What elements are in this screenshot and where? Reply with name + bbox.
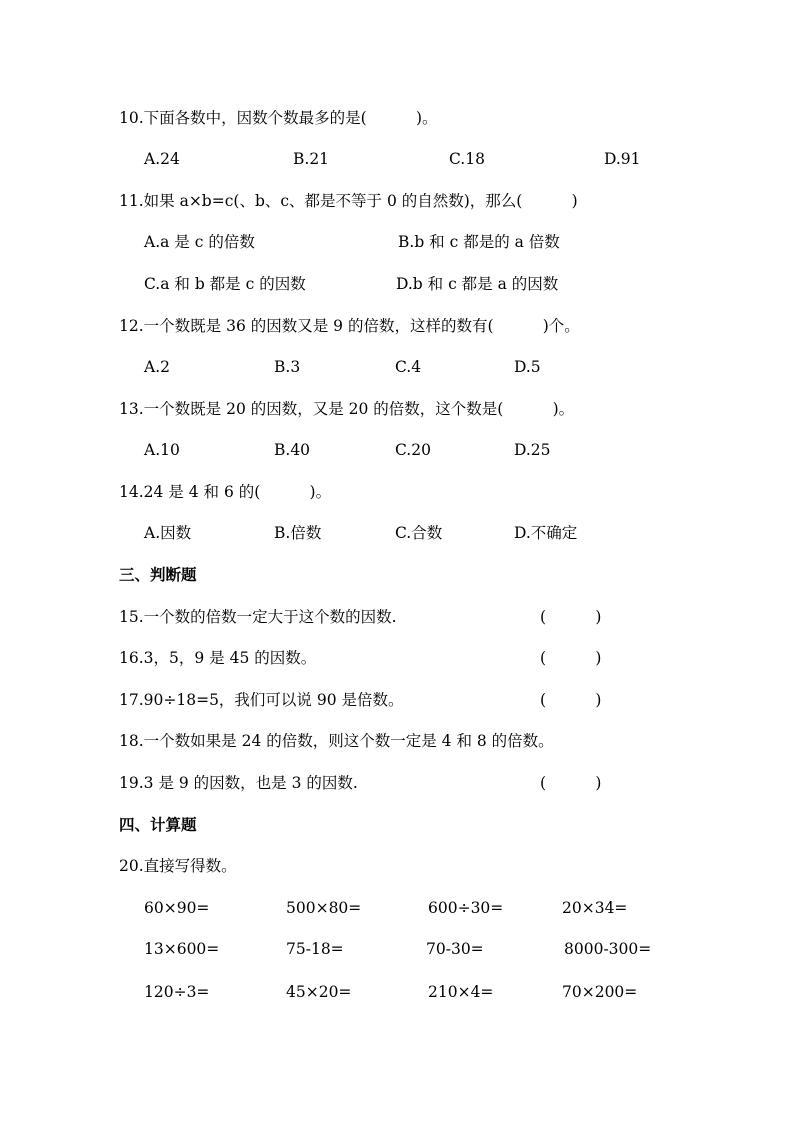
q10-option-a: A.24 — [144, 150, 180, 168]
judge-item-16: 16.3，5，9 是 45 的因数。 — [119, 649, 317, 667]
q12-option-d: D.5 — [514, 358, 541, 376]
q13-option-c: C.20 — [395, 441, 431, 459]
calc-item: 70×200= — [562, 983, 638, 1001]
q11-option-c: C.a 和 b 都是 c 的因数 — [144, 275, 306, 293]
q14-option-c: C.合数 — [395, 524, 443, 542]
q12-option-b: B.3 — [274, 358, 301, 376]
judge-blank-15: ( ) — [540, 608, 602, 626]
calc-item: 20×34= — [562, 899, 628, 917]
q11-option-d: D.b 和 c 都是 a 的因数 — [396, 275, 559, 293]
calc-item: 210×4= — [428, 983, 494, 1001]
judge-item-19: 19.3 是 9 的因数，也是 3 的因数. — [119, 774, 358, 792]
q12-option-a: A.2 — [144, 358, 170, 376]
calc-item: 13×600= — [144, 940, 220, 958]
judge-blank-16: ( ) — [540, 649, 602, 667]
q20-stem: 20.直接写得数。 — [119, 857, 237, 875]
q11-option-b: B.b 和 c 都是的 a 倍数 — [398, 233, 560, 251]
judge-item-15: 15.一个数的倍数一定大于这个数的因数. — [119, 608, 397, 626]
q10-option-c: C.18 — [449, 150, 485, 168]
q13-option-a: A.10 — [144, 441, 180, 459]
q14-option-a: A.因数 — [144, 524, 192, 542]
q12-option-c: C.4 — [395, 358, 422, 376]
q10-option-d: D.91 — [604, 150, 641, 168]
calc-item: 500×80= — [286, 899, 362, 917]
calc-item: 120÷3= — [144, 983, 210, 1001]
calc-item: 8000-300= — [564, 940, 652, 958]
judge-item-18: 18.一个数如果是 24 的倍数，则这个数一定是 4 和 8 的倍数。 — [119, 732, 554, 750]
judge-blank-17: ( ) — [540, 691, 602, 709]
judge-blank-19: ( ) — [540, 774, 602, 792]
judge-item-17: 17.90÷18=5，我们可以说 90 是倍数。 — [119, 691, 404, 709]
q14-option-d: D.不确定 — [514, 524, 578, 542]
q14-stem: 14.24 是 4 和 6 的( )。 — [119, 483, 332, 501]
q13-stem: 13.一个数既是 20 的因数，又是 20 的倍数，这个数是( )。 — [119, 400, 575, 418]
section-heading-calc: 四、计算题 — [119, 815, 197, 834]
q12-stem: 12.一个数既是 36 的因数又是 9 的倍数，这样的数有( )个。 — [119, 317, 580, 335]
calc-item: 60×90= — [144, 899, 210, 917]
calc-item: 600÷30= — [428, 899, 504, 917]
calc-item: 45×20= — [286, 983, 352, 1001]
q13-option-d: D.25 — [514, 441, 551, 459]
calc-item: 75-18= — [286, 940, 344, 958]
section-heading-judge: 三、判断题 — [119, 565, 197, 584]
calc-item: 70-30= — [426, 940, 484, 958]
q13-option-b: B.40 — [274, 441, 311, 459]
q11-stem: 11.如果 a×b=c(、b、c、都是不等于 0 的自然数)，那么( ) — [119, 192, 578, 210]
q11-option-a: A.a 是 c 的倍数 — [144, 233, 255, 251]
q14-option-b: B.倍数 — [274, 524, 322, 542]
q10-option-b: B.21 — [293, 150, 330, 168]
q10-stem: 10.下面各数中，因数个数最多的是( )。 — [119, 109, 438, 127]
